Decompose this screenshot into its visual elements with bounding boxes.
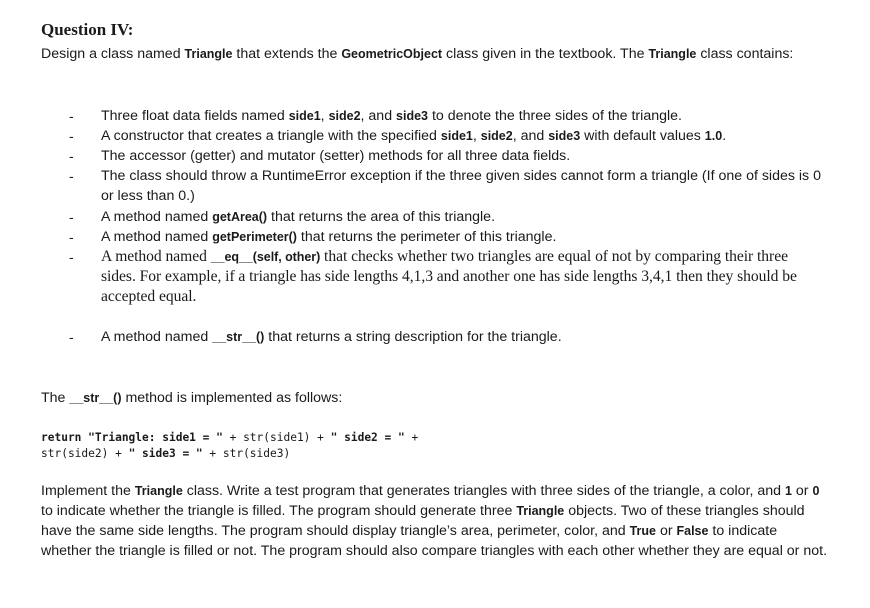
bullet-dash: - — [69, 329, 74, 345]
class-name-triangle: Triangle — [184, 47, 233, 61]
list-item-text: A method named getPerimeter() that returns the perimeter of this triangle. — [101, 229, 557, 245]
implementation-paragraph: Implement the Triangle class. Write a test program that generates triangles with three sides of the triangle, a color, and 1 or 0 to indicate whether the triangle is filled. The program should generate three Triangle objects. Two of these triangles should have the same side lengths. The program should display triangle’s area, perimeter, color, and True or False to indicate whether the triangle is filled or not. The program should also compare triangles with each other whether they are equal or not. — [41, 483, 828, 559]
list-item-text: A constructor that creates a triangle with the specified side1, side2, and side3 with default values 1.0. — [101, 128, 727, 144]
bullet-dash: - — [69, 128, 74, 144]
intro-text: Design a class named — [41, 46, 185, 62]
list-item-text: A method named __str__() that returns a string description for the triangle. — [101, 329, 562, 345]
list-item-text: Three float data fields named side1, side2, and side3 to denote the three sides of the triangle. — [101, 108, 682, 124]
bullet-dash: - — [69, 108, 74, 124]
bullet-dash: - — [69, 148, 74, 164]
question-heading: Question IV: — [41, 20, 134, 39]
code-snippet: return "Triangle: side1 = " + str(side1) + " side2 = " + str(side2) + " side3 = " + str(side3) — [41, 431, 419, 460]
intro-text: class contains: — [696, 46, 794, 62]
bullet-dash: - — [69, 209, 74, 225]
list-item-text: A method named __eq__(self, other) that checks whether two triangles are equal of not by comparing their three sides. For example, if a triangle has side lengths 4,1,3 and another one has side lengths 3,4,1 then they should be accepted equal. — [101, 248, 797, 305]
bullet-dash: - — [69, 168, 74, 184]
intro-text: class given in the textbook. The — [442, 46, 649, 62]
bullet-dash: - — [69, 229, 74, 245]
intro-paragraph — [41, 44, 821, 64]
class-name-geometricobject: GeometricObject — [341, 47, 443, 61]
class-name-triangle: Triangle — [648, 47, 697, 61]
list-item-text: The accessor (getter) and mutator (setter) methods for all three data fields. — [101, 148, 571, 164]
list-item-text: The class should throw a RuntimeError exception if the three given sides cannot form a triangle (If one of sides is 0 or less than 0.) — [101, 168, 821, 204]
str-method-intro: The __str__() method is implemented as follows: — [41, 390, 343, 406]
bullet-dash: - — [69, 249, 74, 265]
list-item-text: A method named getArea() that returns the area of this triangle. — [101, 209, 496, 225]
intro-text: that extends the — [232, 46, 342, 62]
